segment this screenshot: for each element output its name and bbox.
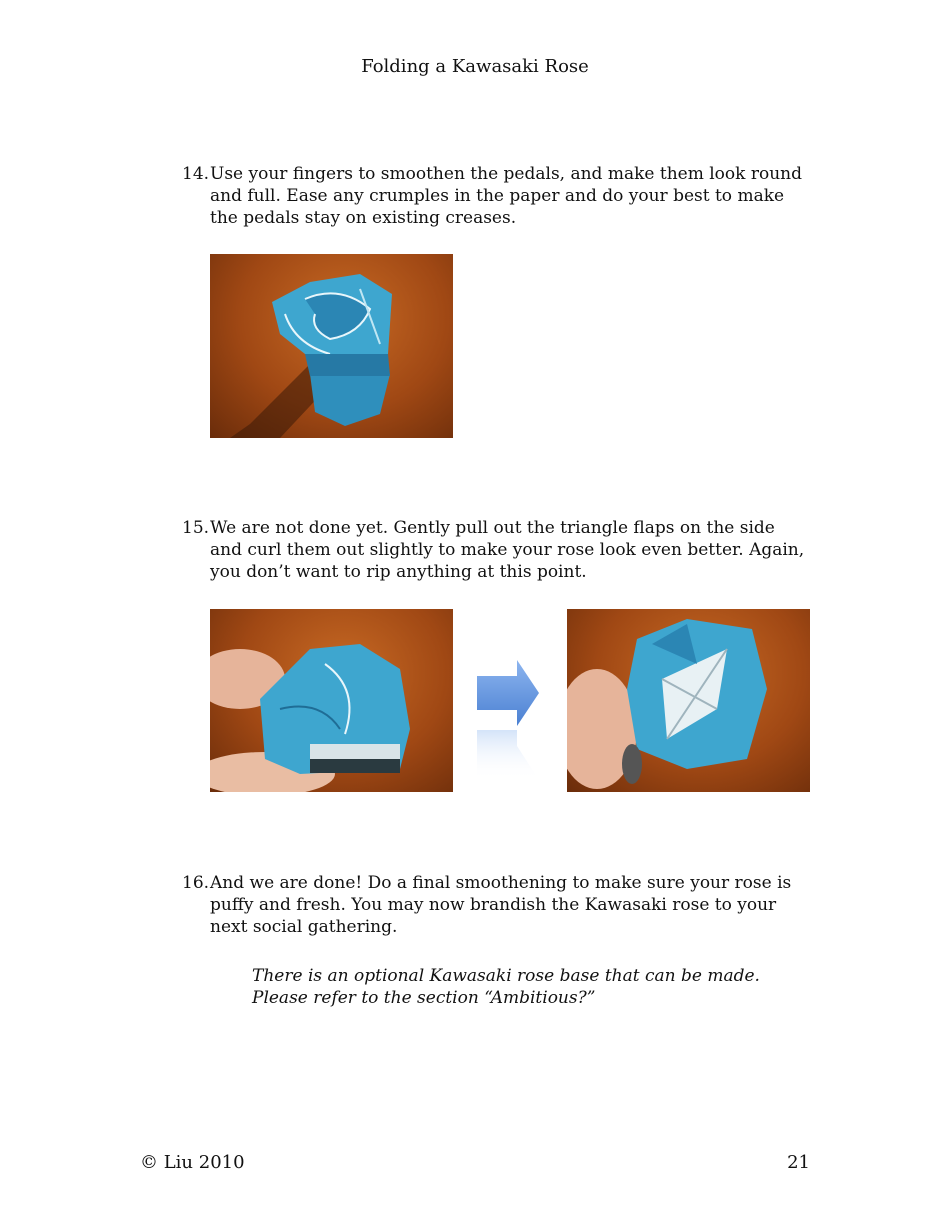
step-14 xyxy=(182,163,812,229)
footer-page-number: 21 xyxy=(787,1152,810,1173)
step-text: We are not done yet. Gently pull out the triangle flaps on the side and curl them out slightly to make your rose look even better. Again, you don’t want to rip anything at this point. xyxy=(210,518,805,582)
rose-smoothened-photo xyxy=(210,254,453,438)
step-number: 16. xyxy=(182,873,210,893)
step-number: 14. xyxy=(182,164,210,184)
step-16 xyxy=(182,872,812,938)
arrow-right-icon xyxy=(477,660,539,780)
step-number: 15. xyxy=(182,518,210,538)
step-15 xyxy=(182,517,812,583)
optional-base-note: There is an optional Kawasaki rose base that can be made. Please refer to the section “Ambitious?” xyxy=(252,966,760,1008)
step-text: And we are done! Do a final smoothening to make sure your rose is puffy and fresh. You may now brandish the Kawasaki rose to your next social gathering. xyxy=(210,873,792,937)
page-header-title: Folding a Kawasaki Rose xyxy=(361,56,589,77)
pull-flaps-before-photo xyxy=(210,609,453,792)
pull-flaps-after-photo xyxy=(567,609,810,792)
step-text: Use your fingers to smoothen the pedals, and make them look round and full. Ease any crumples in the paper and do your best to make the pedals stay on existing creases. xyxy=(210,164,802,228)
footer-copyright: © Liu 2010 xyxy=(140,1152,245,1173)
